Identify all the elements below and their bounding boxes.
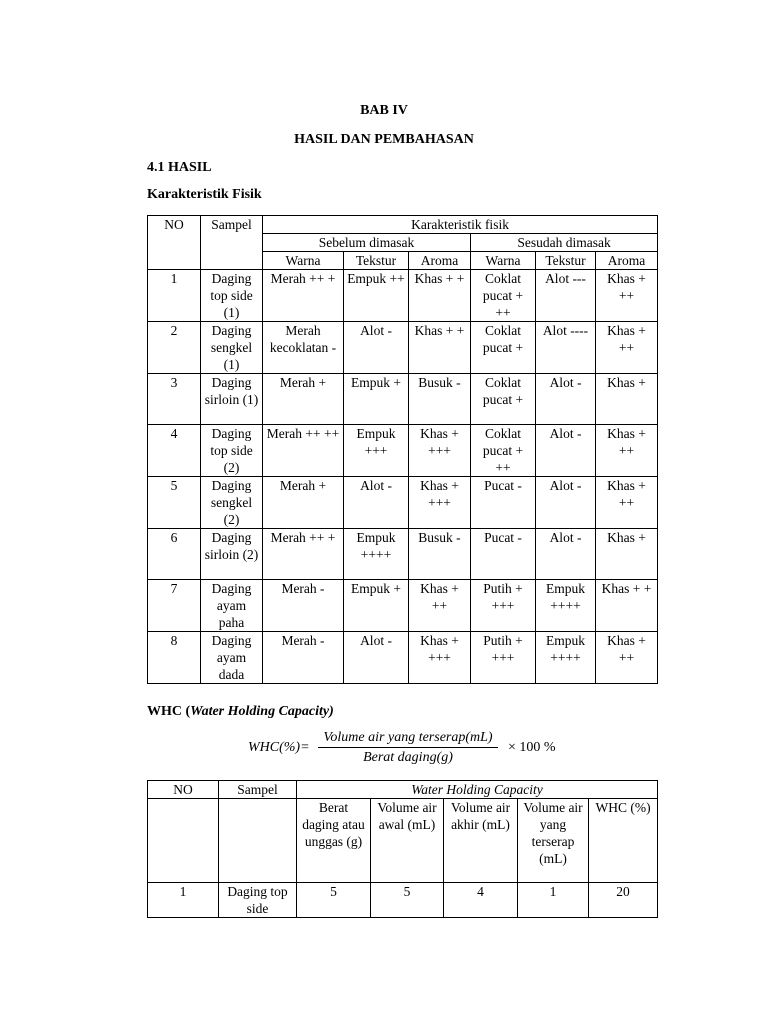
table-cell: Khas + ++: [596, 477, 658, 529]
table-cell: Daging ayam dada: [201, 632, 263, 684]
table-row: [148, 322, 658, 374]
table-cell: 5: [148, 477, 201, 529]
header-no: NO: [148, 216, 201, 270]
table-cell: Daging sengkel (1): [201, 322, 263, 374]
table-cell: 7: [148, 580, 201, 632]
table-cell: Alot -: [344, 632, 409, 684]
table-cell: 5: [297, 883, 371, 918]
header-karakteristik: Karakteristik fisik: [263, 216, 658, 234]
table-cell: Merah -: [263, 632, 344, 684]
table-cell: Daging sirloin (2): [201, 529, 263, 580]
table-cell: Putih + +++: [471, 632, 536, 684]
table-cell: Empuk ++++: [536, 580, 596, 632]
table-cell: Daging top side (2): [201, 425, 263, 477]
table-cell: Empuk ++++: [344, 529, 409, 580]
table-cell: 6: [148, 529, 201, 580]
subheader-aroma: Aroma: [596, 252, 658, 270]
formula-lhs: WHC(%)=: [248, 740, 310, 755]
table-row: [148, 374, 658, 425]
table-cell: 1: [148, 270, 201, 322]
table-row: [148, 425, 658, 477]
whc-empty-cell: [148, 799, 219, 883]
table-row: [148, 883, 658, 918]
subheader-aroma: Aroma: [409, 252, 471, 270]
whc-subheader: Volume air yang terserap (mL): [518, 799, 589, 883]
table-cell: Empuk ++: [344, 270, 409, 322]
table-cell: Khas + ++: [596, 425, 658, 477]
table-cell: Empuk +: [344, 374, 409, 425]
table-cell: Merah +: [263, 477, 344, 529]
subheader-tekstur: Tekstur: [536, 252, 596, 270]
whc-header-no: NO: [148, 781, 219, 799]
table-cell: Khas + +++: [409, 477, 471, 529]
table-row: [148, 270, 658, 322]
table-cell: Merah ++ ++: [263, 425, 344, 477]
table-cell: 8: [148, 632, 201, 684]
table-cell: Alot -: [536, 425, 596, 477]
chapter-title: HASIL DAN PEMBAHASAN: [294, 132, 474, 147]
table-cell: Pucat -: [471, 529, 536, 580]
table-row: [148, 580, 658, 632]
table-cell: Coklat pucat +: [471, 322, 536, 374]
table-cell: Khas + +: [409, 322, 471, 374]
table-cell: Alot ----: [536, 322, 596, 374]
table-cell: Alot -: [536, 477, 596, 529]
whc-subheader: Volume air awal (mL): [371, 799, 444, 883]
table-cell: 5: [371, 883, 444, 918]
table-cell: Khas + ++: [596, 322, 658, 374]
table-cell: Khas + ++: [596, 632, 658, 684]
table-cell: Alot -: [536, 374, 596, 425]
table-cell: 4: [444, 883, 518, 918]
subheader-warna: Warna: [263, 252, 344, 270]
whc-table: [147, 780, 658, 918]
formula-fraction: [318, 730, 498, 766]
whc-header-group: Water Holding Capacity: [297, 781, 658, 799]
table-cell: Merah -: [263, 580, 344, 632]
table-cell: Daging sengkel (2): [201, 477, 263, 529]
table-cell: Merah ++ +: [263, 270, 344, 322]
table-row: [148, 529, 658, 580]
table-cell: Khas +: [596, 529, 658, 580]
formula-numerator: Volume air yang terserap(mL): [318, 730, 498, 748]
table-cell: Coklat pucat + ++: [471, 270, 536, 322]
formula-rhs: × 100 %: [508, 740, 556, 755]
table-row: [148, 632, 658, 684]
formula-denominator: Berat daging(g): [363, 750, 453, 765]
table-row: [148, 477, 658, 529]
subsection-heading-karakteristik: Karakteristik Fisik: [147, 187, 262, 202]
table-cell: Alot -: [536, 529, 596, 580]
table-cell: Merah ++ +: [263, 529, 344, 580]
whc-subheader: WHC (%): [589, 799, 658, 883]
table-cell: 1: [518, 883, 589, 918]
table-cell: Alot -: [344, 322, 409, 374]
table-cell: Daging top side (1): [201, 270, 263, 322]
table-cell: Khas + ++: [409, 580, 471, 632]
section-heading: 4.1 HASIL: [147, 160, 212, 175]
table-cell: 4: [148, 425, 201, 477]
table-cell: Empuk +: [344, 580, 409, 632]
table-cell: Khas + +++: [409, 632, 471, 684]
table-cell: Alot -: [344, 477, 409, 529]
table-cell: Alot ---: [536, 270, 596, 322]
whc-header-sampel: Sampel: [219, 781, 297, 799]
table-cell: Khas + +++: [409, 425, 471, 477]
karakteristik-fisik-table: [147, 215, 658, 684]
table-cell: 20: [589, 883, 658, 918]
table-cell: Merah kecoklatan -: [263, 322, 344, 374]
table-cell: Pucat -: [471, 477, 536, 529]
table-cell: Busuk -: [409, 374, 471, 425]
header-sebelum: Sebelum dimasak: [263, 234, 471, 252]
table-cell: Merah +: [263, 374, 344, 425]
whc-subheader: Volume air akhir (mL): [444, 799, 518, 883]
whc-subheader: Berat daging atau unggas (g): [297, 799, 371, 883]
header-sesudah: Sesudah dimasak: [471, 234, 658, 252]
header-sampel: Sampel: [201, 216, 263, 270]
table-cell: Daging top side: [219, 883, 297, 918]
table-cell: Daging sirloin (1): [201, 374, 263, 425]
table-cell: Empuk +++: [344, 425, 409, 477]
table-cell: Empuk ++++: [536, 632, 596, 684]
table-cell: Coklat pucat +: [471, 374, 536, 425]
subheader-warna: Warna: [471, 252, 536, 270]
table-cell: Khas + ++: [596, 270, 658, 322]
subheader-tekstur: Tekstur: [344, 252, 409, 270]
whc-empty-cell: [219, 799, 297, 883]
table-cell: Khas + +: [596, 580, 658, 632]
table-cell: Khas + +: [409, 270, 471, 322]
table-cell: Daging ayam paha: [201, 580, 263, 632]
table-cell: Putih + +++: [471, 580, 536, 632]
table-cell: Khas +: [596, 374, 658, 425]
chapter-heading: BAB IV: [360, 103, 408, 118]
table-cell: 2: [148, 322, 201, 374]
table-cell: 1: [148, 883, 219, 918]
subsection-heading-whc: WHC (Water Holding Capacity): [147, 704, 334, 719]
table-cell: 3: [148, 374, 201, 425]
table-cell: Coklat pucat + ++: [471, 425, 536, 477]
table-cell: Busuk -: [409, 529, 471, 580]
